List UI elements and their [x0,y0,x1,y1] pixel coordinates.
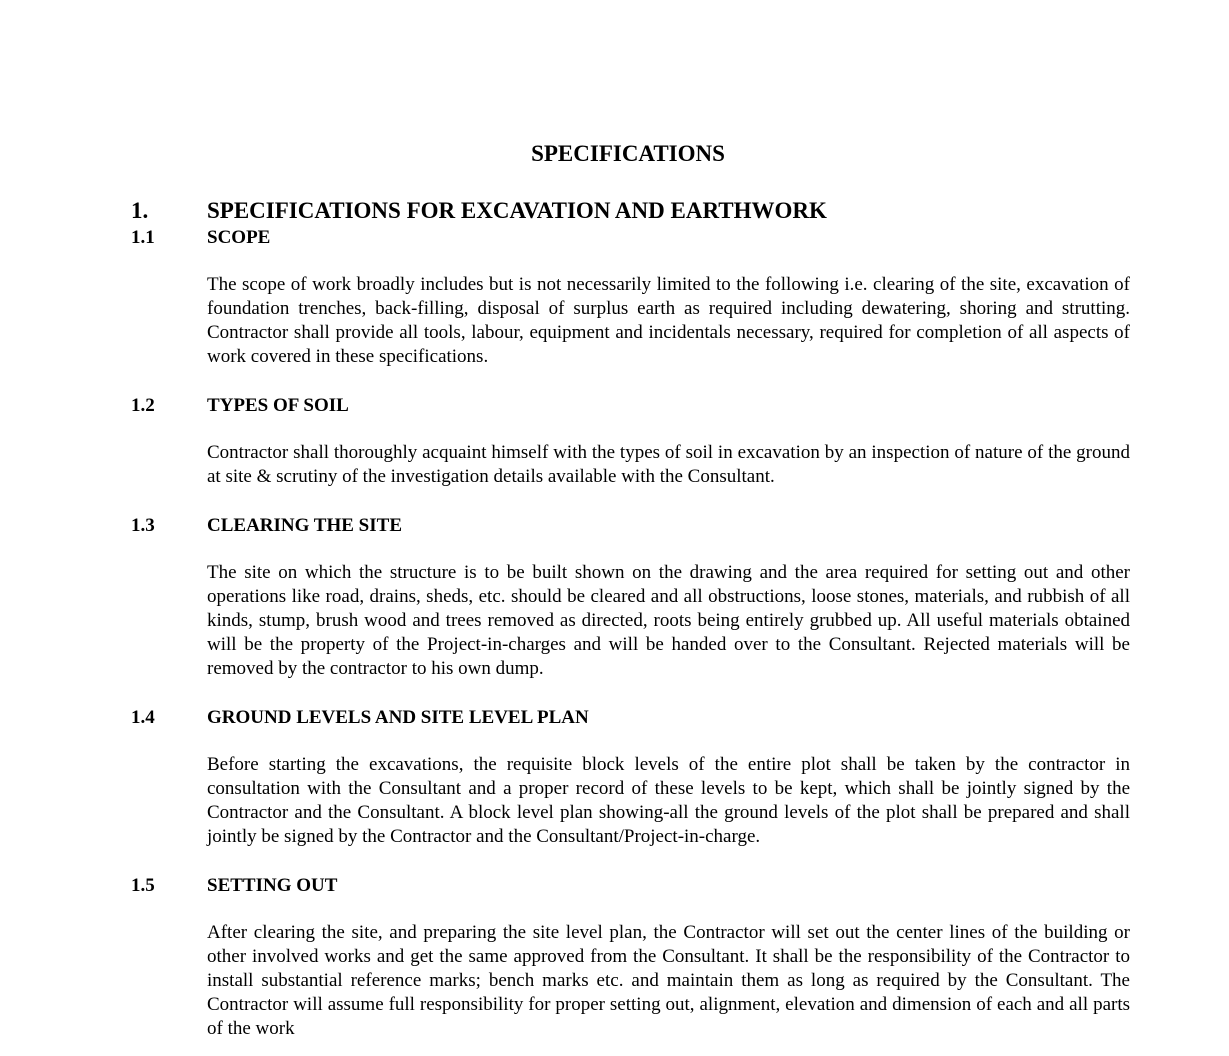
subsection-title: SCOPE [207,227,271,248]
subsection-body-types-of-soil: Contractor shall thoroughly acquaint himself with the types of soil in excavation by an inspection of nature of the ground at site & scrutiny of the investigation details available with the Consultant. [207,442,1130,487]
subsection-number: 1.2 [131,395,155,416]
subsection-number: 1.1 [131,227,155,248]
subsection-title: GROUND LEVELS AND SITE LEVEL PLAN [207,707,589,728]
subsection-number: 1.4 [131,707,155,728]
section-number: 1. [131,198,149,223]
subsection-title: CLEARING THE SITE [207,515,402,536]
subsection-title: SETTING OUT [207,875,338,896]
subsection-heading-ground-levels [131,706,589,730]
subsection-number: 1.3 [131,515,155,536]
document-title: SPECIFICATIONS [531,141,725,166]
subsection-body-scope: The scope of work broadly includes but is not necessarily limited to the following i.e. clearing of the site, excavation of foundation trenches, back-filling, disposal of surplus earth as required including dewatering, shoring and strutting. Contractor shall provide all tools, labour, equipment and incidentals necessary, required for completion of all aspects of work covered in these specifications. [207,274,1130,367]
subsection-heading-setting-out [131,874,337,898]
subsection-number: 1.5 [131,875,155,896]
subsection-heading-types-of-soil [131,394,349,418]
subsection-heading-scope [131,226,270,250]
subsection-body-ground-levels: Before starting the excavations, the requisite block levels of the entire plot shall be taken by the contractor in consultation with the Consultant and a proper record of these levels to be kept, which shall be jointly signed by the Contractor and the Consultant. A block level plan showing-all the ground levels of the plot shall be prepared and shall jointly be signed by the Contractor and the Consultant/Project-in-charge. [207,754,1130,847]
section-heading [131,196,827,226]
subsection-body-setting-out: After clearing the site, and preparing the site level plan, the Contractor will set out the center lines of the building or other involved works and get the same approved from the Consultant. It shall be the responsibility of the Contractor to install substantial reference marks; bench marks etc. and maintain them as long as required by the Consultant. The Contractor will assume full responsibility for proper setting out, alignment, elevation and dimension of each and all parts of the work [207,922,1130,1039]
subsection-heading-clearing-the-site [131,514,402,538]
section-title: SPECIFICATIONS FOR EXCAVATION AND EARTHWORK [207,198,827,223]
subsection-body-clearing-the-site: The site on which the structure is to be built shown on the drawing and the area required for setting out and other operations like road, drains, sheds, etc. should be cleared and all obstructions, loose stones, materials, and rubbish of all kinds, stump, brush wood and trees removed as directed, roots being entirely grubbed up. All useful materials obtained will be the property of the Project-in-charges and will be handed over to the Consultant. Rejected materials will be removed by the contractor to his own dump. [207,562,1130,679]
subsection-title: TYPES OF SOIL [207,395,349,416]
